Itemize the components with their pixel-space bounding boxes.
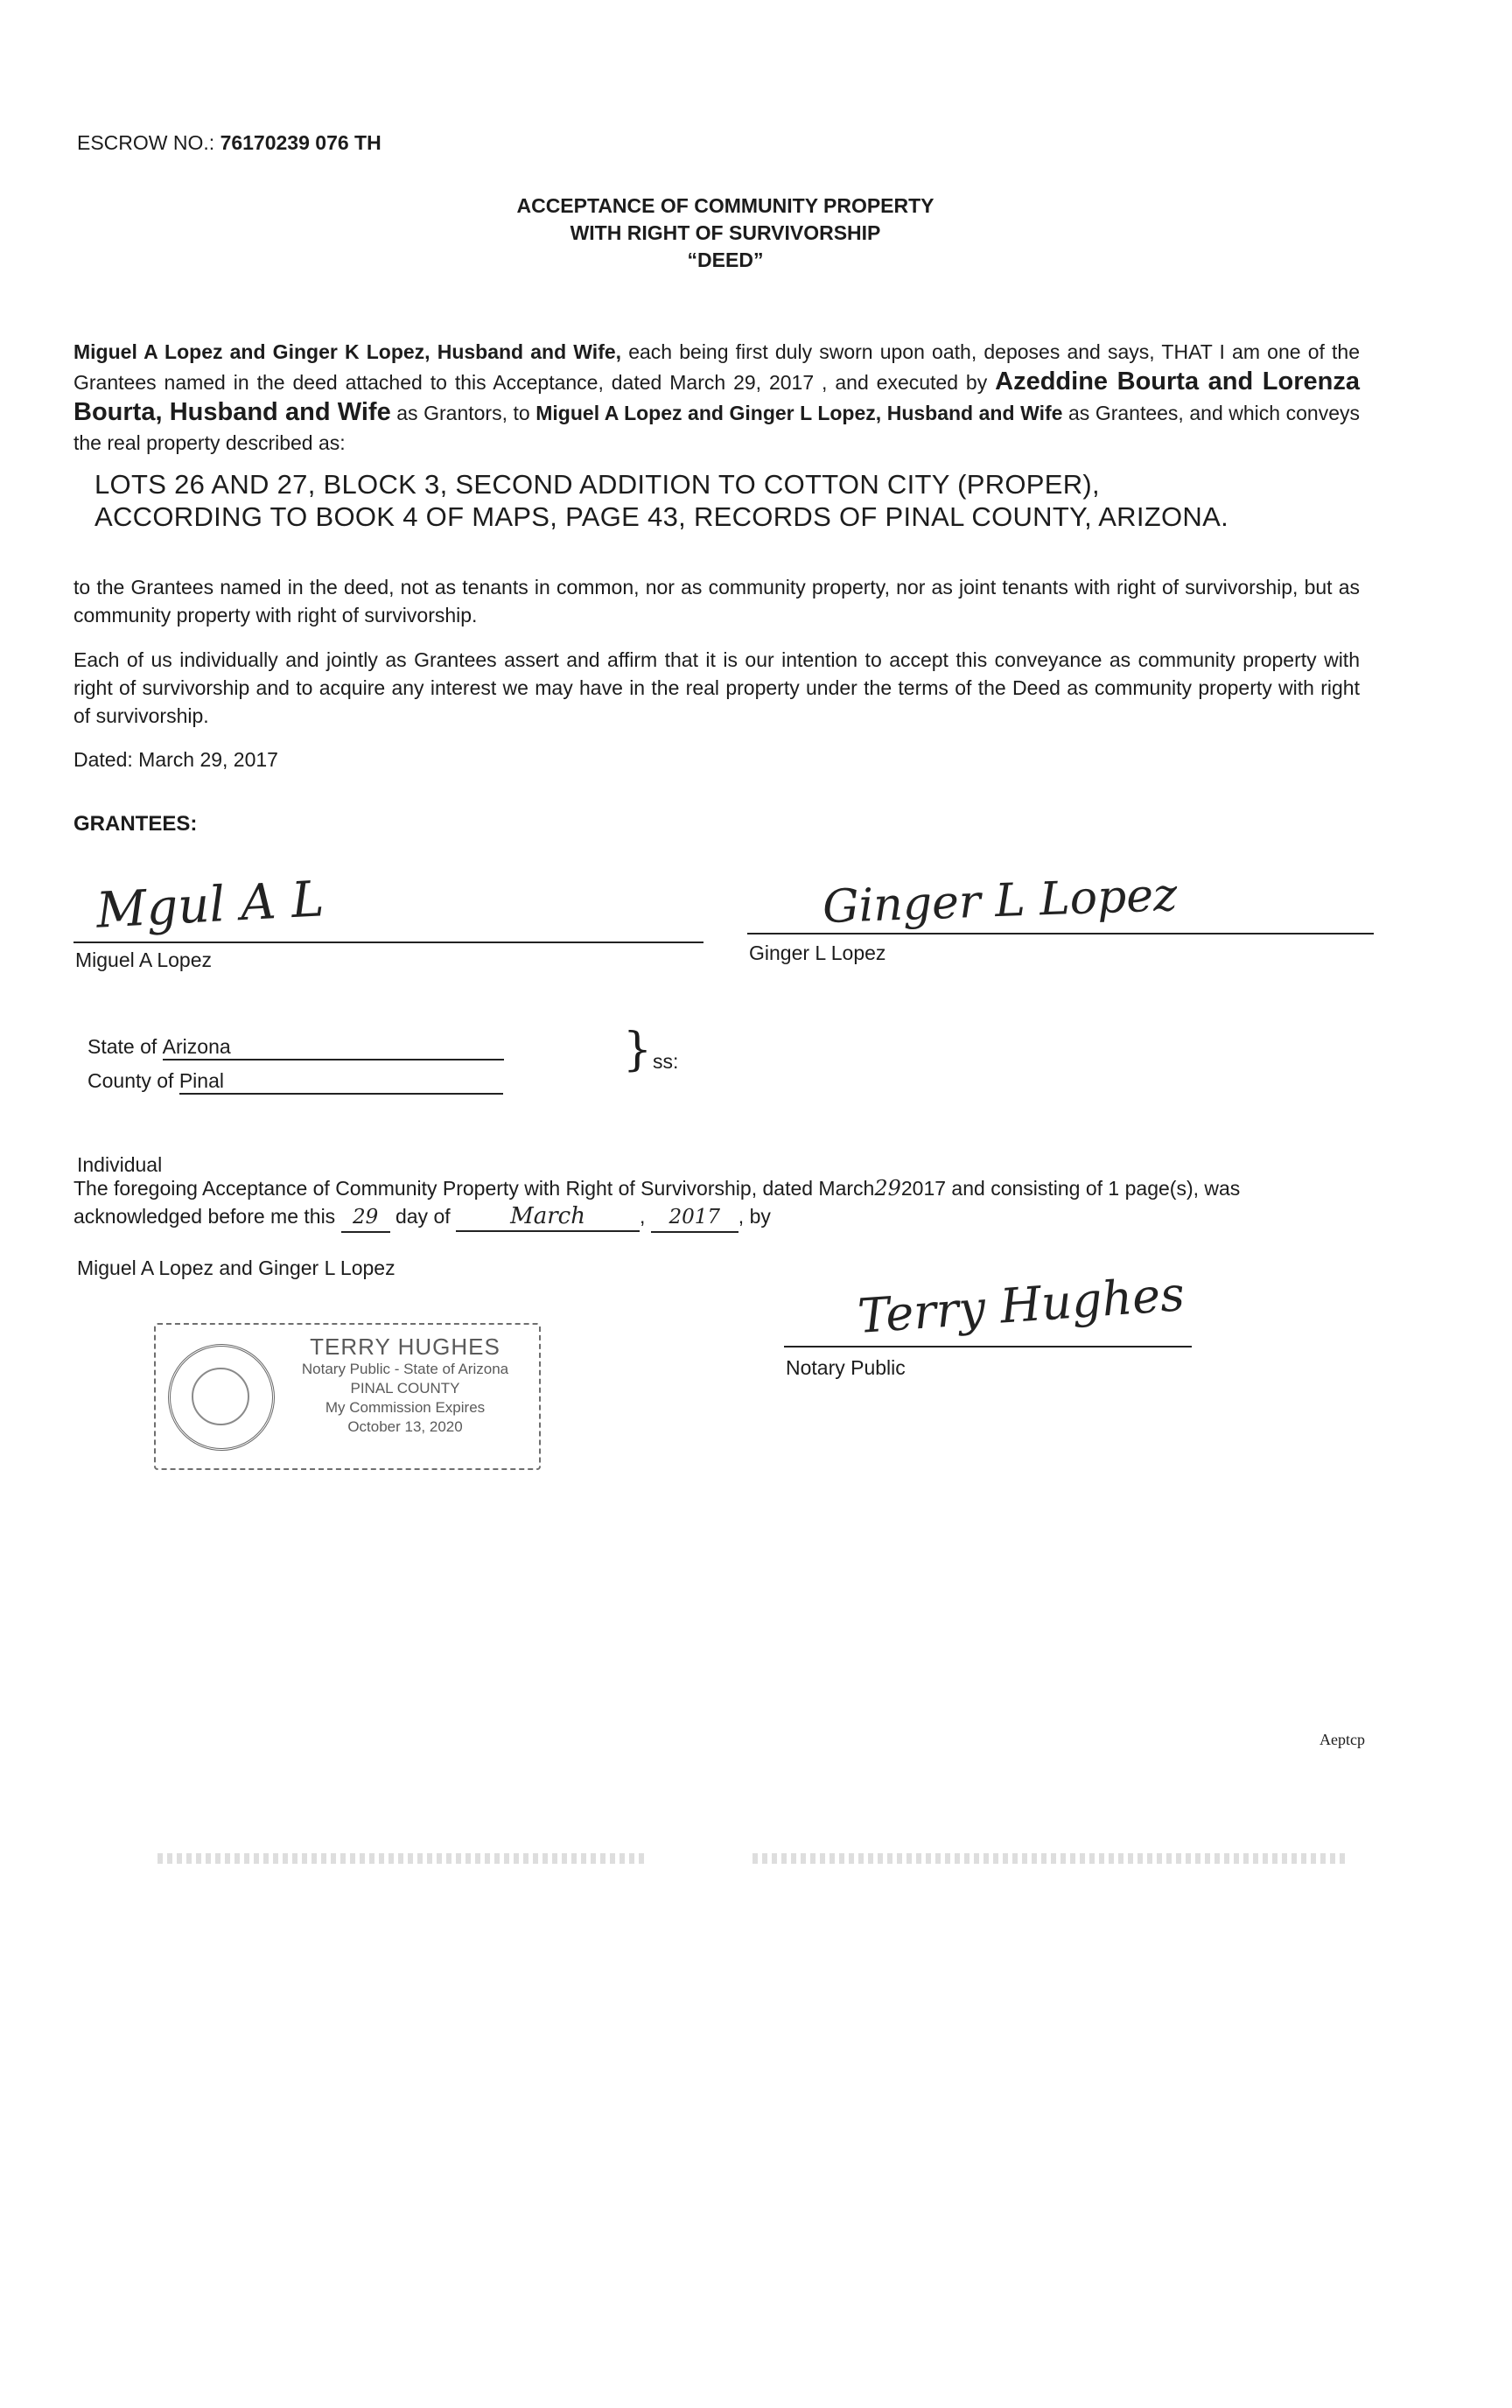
footer-code: Aeptcp (1320, 1731, 1365, 1748)
ack-year: 2017 (651, 1203, 738, 1233)
grantee1-signature-line (74, 942, 704, 943)
notary-stamp (154, 1323, 541, 1470)
ss-label: ss: (653, 1050, 679, 1073)
ack-type: Individual (77, 1153, 163, 1176)
stamp-name: TERRY HUGHES (310, 1334, 500, 1360)
ack-comma: , (640, 1205, 646, 1228)
notary-label: Notary Public (786, 1356, 906, 1379)
grantee2-signature: Ginger L Lopez (822, 868, 1179, 934)
state-seal-icon (168, 1344, 275, 1451)
acknowledgment-paragraph (74, 1174, 1351, 1233)
grantees-heading: GRANTEES: (74, 812, 198, 836)
ack-date-day: 29 (874, 1176, 901, 1200)
stamp-line-2: PINAL COUNTY (350, 1380, 460, 1396)
stamp-line-3: My Commission Expires (325, 1399, 486, 1416)
title-line-3: “DEED” (687, 248, 764, 271)
ack-day: 29 (341, 1203, 390, 1233)
dated-line: Dated: March 29, 2017 (74, 748, 278, 771)
intro-text-1: each being first duly sworn upon oath, deposes and says, THAT I am one of the Grantees named in the deed attached to this Acceptance, dated March 29, 2017 , and executed (74, 340, 1360, 394)
ack-text-b: 2017 and consisting of 1 page(s), was acknowledged before me this (74, 1177, 1241, 1228)
intro-paragraph (74, 337, 1360, 458)
state-line (88, 1035, 504, 1060)
title-line-1: ACCEPTANCE OF COMMUNITY PROPERTY (516, 194, 934, 217)
escrow-label: ESCROW NO.: (77, 131, 215, 154)
ack-text-d: , by (738, 1205, 771, 1228)
grantees-names-2: Miguel A Lopez and Ginger L Lopez, Husband and Wife (536, 402, 1063, 424)
stamp-text (278, 1334, 532, 1437)
escrow-number: 76170239 076 TH (220, 131, 382, 154)
venue-brace: } (623, 1024, 653, 1076)
grantees-tenancy-paragraph: to the Grantees named in the deed, not as tenants in common, nor as community property, nor as joint tenants with right of survivorship, but as community property with right of survivorship. (74, 576, 1360, 626)
grantee1-name: Miguel A Lopez (75, 948, 213, 971)
county-line (88, 1069, 503, 1095)
grantee2-signature-line (747, 933, 1374, 934)
grantors-names: Azeddine Bourta and Lorenza Bourta, Husband and Wife (74, 368, 1360, 426)
stamp-line-4: October 13, 2020 (347, 1418, 463, 1435)
grantee1-signature: Mgul A L (94, 871, 326, 940)
ack-text-a: The foregoing Acceptance of Community Property with Right of Survivorship, dated March (74, 1177, 875, 1200)
state-value: Arizona (163, 1035, 504, 1060)
state-label: State of (88, 1035, 158, 1058)
intro-text-2: as Grantors, to (390, 402, 536, 424)
affirmation-paragraph: Each of us individually and jointly as Grantees assert and affirm that it is our intention to accept this conveyance as community property with right of survivorship and to acquire any interest we may have in the real property under the terms of the Deed as community property with right of survivorship. (74, 648, 1360, 727)
scan-artifact-right (752, 1853, 1348, 1864)
stamp-line-1: Notary Public - State of Arizona (301, 1361, 509, 1377)
escrow-number-line (77, 131, 382, 155)
county-label: County of (88, 1069, 174, 1092)
legal-line-2: ACCORDING TO BOOK 4 OF MAPS, PAGE 43, RECORDS OF PINAL COUNTY, ARIZONA. (94, 501, 1229, 532)
title-line-2: WITH RIGHT OF SURVIVORSHIP (570, 221, 881, 244)
ack-parties: Miguel A Lopez and Ginger L Lopez (77, 1256, 396, 1279)
ack-month: March (456, 1202, 640, 1232)
notary-signature: Terry Hughes (856, 1266, 1186, 1344)
legal-description (94, 468, 1372, 533)
ack-text-c: day of (395, 1205, 451, 1228)
county-value: Pinal (179, 1069, 503, 1095)
intro-text-3: as Grantees, and which conveys the real property described as: (74, 402, 1361, 454)
grantees-names: Miguel A Lopez and Ginger K Lopez, Husband and Wife, (74, 340, 622, 363)
legal-line-1: LOTS 26 AND 27, BLOCK 3, SECOND ADDITION TO COTTON CITY (PROPER), (94, 469, 1100, 500)
notary-signature-line (784, 1346, 1192, 1348)
document-title (0, 192, 1451, 274)
intro-by: by (965, 371, 996, 394)
grantee2-name: Ginger L Lopez (749, 942, 886, 964)
scan-artifact-left (158, 1853, 648, 1864)
